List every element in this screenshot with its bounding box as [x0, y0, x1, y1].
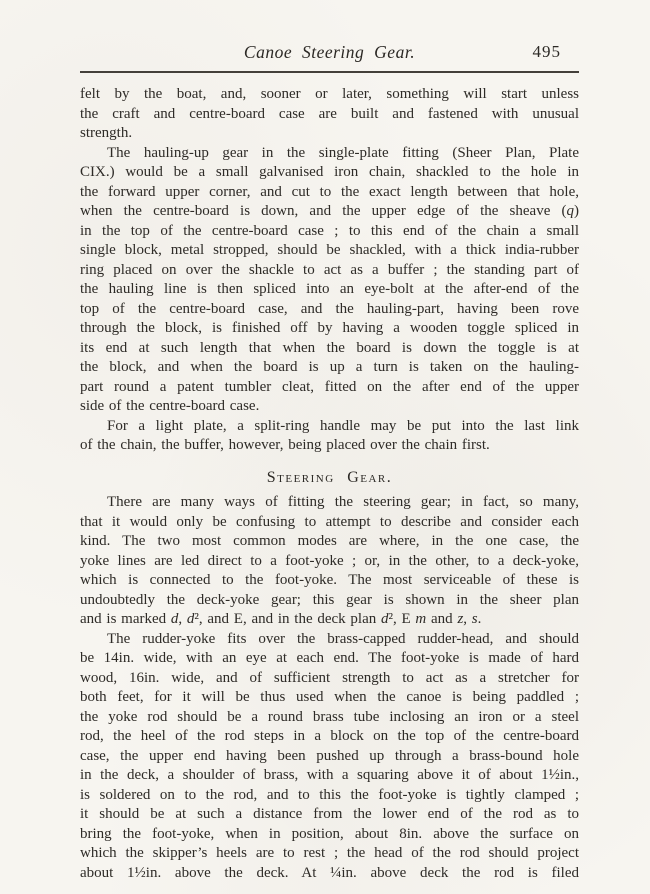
text-line: bring the foot-yoke, when in position, about 8in. above the surface on: [80, 825, 579, 842]
page-header: [80, 42, 579, 66]
text-line: felt by the boat, and, sooner or later, something will start unless: [80, 86, 579, 102]
text-line: of the chain, the buffer, however, being placed over the chain first.: [80, 437, 490, 453]
text-line: the forward upper corner, and cut to the exact length between that hole,: [80, 183, 579, 200]
text-line: There are many ways of fitting the steering gear; in fact, so many,: [107, 494, 579, 510]
text-line: in the top of the centre-board case ; to this end of the chain a small: [80, 222, 579, 239]
text-line: is soldered on to the rod, and to this the foot-yoke is tightly clamped ;: [80, 786, 579, 803]
text-line: kind. The two most common modes are where, in the one case, the: [80, 533, 579, 549]
text-line: it should be at such a distance from the lower end of the rod as to: [80, 806, 579, 822]
text-line: which is connected to the foot-yoke. The most serviceable of these is: [80, 572, 579, 588]
text-line: and is marked d, d², and E, and in the deck plan d², E m and z, s.: [80, 611, 482, 627]
text-line: ring placed on over the shackle to act as a buffer ; the standing part of: [80, 261, 579, 278]
text-line: top of the centre-board case, and the hauling-part, having been rove: [80, 300, 579, 317]
page-number: 495: [532, 42, 561, 61]
text-line: in the deck, a shoulder of brass, with a squaring above it of about 1½in.,: [80, 767, 579, 783]
text-line: which the skipper’s heels are to rest ; the head of the rod should project: [80, 845, 579, 861]
text-line: undoubtedly the deck-yoke gear; this gear is shown in the sheer plan: [80, 591, 579, 608]
text-line: the block, and when the board is up a turn is taken on the hauling-: [80, 359, 579, 375]
text-line: wood, 16in. wide, and of sufficient strength to act as a stretcher for: [80, 669, 579, 686]
text-line: the yoke rod should be a round brass tube inclosing an iron or a steel: [80, 708, 579, 725]
paragraph: [80, 417, 579, 456]
text-line: rod, the heel of the rod steps in a block on the top of the centre-board: [80, 728, 579, 744]
text-line: strength.: [80, 125, 133, 141]
text-line: single block, metal stropped, should be shackled, with a thick india-rubber: [80, 242, 579, 258]
text-line: For a light plate, a split-ring handle may be put into the last link: [107, 417, 579, 434]
text-line: about 1½in. above the deck. At ¼in. above deck the rod is filed: [80, 864, 579, 881]
text-line: through the block, is finished off by having a wooden toggle spliced in: [80, 320, 579, 336]
text-line: the hauling line is then spliced into an eye-bolt at the after-end of the: [80, 281, 579, 297]
text-line: its end at such length that when the board is down the toggle is at: [80, 339, 579, 356]
text-line: when the centre-board is down, and the upper edge of the sheave (q): [80, 203, 579, 219]
text-line: CIX.) would be a small galvanised iron chain, shackled to the hole in: [80, 164, 579, 180]
header-rule: [80, 71, 579, 73]
paragraph: [80, 630, 579, 884]
text-line: be 14in. wide, with an eye at each end. The foot-yoke is made of hard: [80, 650, 579, 666]
text-line: the craft and centre-board case are built and fastened with unusual: [80, 105, 579, 122]
paragraph: [80, 144, 579, 417]
text-line: The hauling-up gear in the single-plate fitting (Sheer Plan, Plate: [107, 144, 579, 161]
running-header-title: Canoe Steering Gear.: [243, 42, 416, 62]
text-line: that it would only be confusing to attempt to describe and consider each: [80, 513, 579, 530]
text-line: yoke lines are led direct to a foot-yoke ; or, in the other, to a deck-yoke,: [80, 552, 579, 569]
text-line: case, the upper end having been pushed up through a brass-bound hole: [80, 747, 579, 764]
paragraph: [80, 493, 579, 630]
paragraph: [80, 85, 579, 144]
text-line: The rudder-yoke fits over the brass-capped rudder-head, and should: [107, 630, 579, 647]
text-line: part round a patent tumbler cleat, fitted on the after end of the upper: [80, 378, 579, 395]
section-heading: Steering Gear.: [266, 468, 393, 486]
page-body: [80, 85, 579, 883]
text-line: both feet, for it will be thus used when the canoe is being paddled ;: [80, 689, 579, 705]
text-line: side of the centre-board case.: [80, 398, 260, 414]
